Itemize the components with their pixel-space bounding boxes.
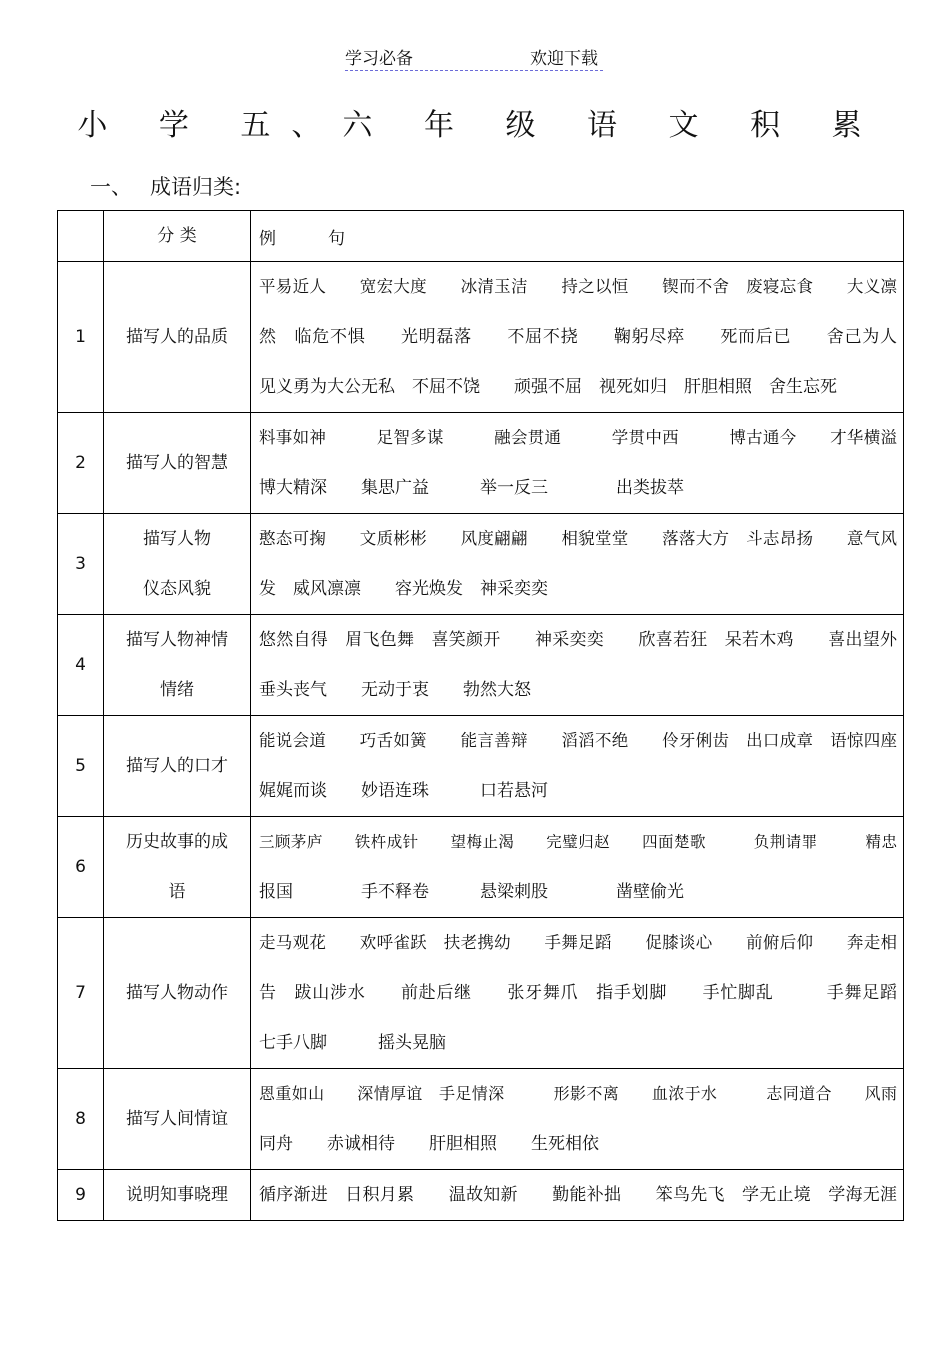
example-line: 同舟 赤诚相待 肝胆相照 生死相依 [259, 1134, 599, 1154]
header-index-cell [58, 211, 104, 262]
row-examples [251, 716, 904, 817]
section-heading [90, 173, 241, 201]
table-row [58, 514, 904, 615]
row-examples [251, 1069, 904, 1170]
section-label: 成语归类: [150, 175, 242, 199]
example-line: 循序渐进 日积月累 温故知新 勤能补拙 笨鸟先飞 学无止境 学海无涯 [259, 1185, 897, 1205]
category-line: 语 [168, 882, 186, 902]
page-title: 小 学 五、六 年 级 语 文 积 累 [77, 108, 883, 143]
header-right-text: 欢迎下载 [530, 49, 598, 69]
header-category-cell [104, 211, 251, 262]
category-line: 描写人物 [143, 529, 211, 549]
category-line: 描写人的智慧 [126, 453, 228, 473]
example-line: 发 威风凛凛 容光焕发 神采奕奕 [259, 579, 548, 599]
example-line: 能说会道 巧舌如簧 能言善辩 滔滔不绝 伶牙俐齿 出口成章 语惊四座 [259, 731, 897, 750]
row-index: 3 [58, 514, 104, 615]
table-row [58, 1069, 904, 1170]
table-row [58, 413, 904, 514]
table-header-row [58, 211, 904, 262]
category-line: 仪态风貌 [143, 579, 211, 599]
example-line: 料事如神 足智多谋 融会贯通 学贯中西 博古通今 才华横溢 [259, 428, 897, 447]
example-line: 垂头丧气 无动于衷 勃然大怒 [259, 680, 531, 700]
row-examples [251, 262, 904, 413]
category-line: 说明知事晓理 [126, 1185, 228, 1205]
header-example-cell [251, 211, 904, 262]
row-examples [251, 918, 904, 1069]
example-line: 博大精深 集思广益 举一反三 出类拔萃 [259, 478, 684, 498]
row-category [104, 514, 251, 615]
header-example-label-a: 例 [259, 228, 276, 249]
table-row [58, 615, 904, 716]
row-category [104, 262, 251, 413]
row-category [104, 918, 251, 1069]
header-category-label: 分 类 [157, 226, 197, 246]
row-category [104, 1170, 251, 1221]
category-line: 描写人物动作 [126, 983, 228, 1003]
header-dashed-line [345, 70, 603, 71]
category-line: 描写人物神情 [126, 630, 228, 650]
row-index: 7 [58, 918, 104, 1069]
example-line: 娓娓而谈 妙语连珠 口若悬河 [259, 781, 548, 801]
category-line: 历史故事的成 [126, 832, 228, 852]
example-line: 告 跋山涉水 前赴后继 张牙舞爪 指手划脚 手忙脚乱 手舞足蹈 [259, 983, 897, 1003]
example-line: 然 临危不惧 光明磊落 不屈不挠 鞠躬尽瘁 死而后已 舍己为人 [259, 327, 897, 347]
row-category [104, 1069, 251, 1170]
table-row [58, 716, 904, 817]
row-index: 5 [58, 716, 104, 817]
row-examples [251, 514, 904, 615]
row-category [104, 716, 251, 817]
example-line: 悠然自得 眉飞色舞 喜笑颜开 神采奕奕 欣喜若狂 呆若木鸡 喜出望外 [259, 630, 897, 650]
example-line: 三顾茅庐 铁杵成针 望梅止渴 完璧归赵 四面楚歌 负荆请罪 精忠 [259, 833, 897, 851]
example-line: 见义勇为大公无私 不屈不饶 顽强不屈 视死如归 肝胆相照 舍生忘死 [259, 377, 837, 397]
row-index: 1 [58, 262, 104, 413]
table-row [58, 262, 904, 413]
example-line: 平易近人 宽宏大度 冰清玉洁 持之以恒 锲而不舍 废寝忘食 大义凛 [259, 277, 897, 296]
row-index: 9 [58, 1170, 104, 1221]
row-examples [251, 817, 904, 918]
category-line: 描写人的品质 [126, 327, 228, 347]
row-examples [251, 615, 904, 716]
row-index: 4 [58, 615, 104, 716]
row-examples [251, 1170, 904, 1221]
example-line: 走马观花 欢呼雀跃 扶老携幼 手舞足蹈 促膝谈心 前俯后仰 奔走相 [259, 933, 897, 952]
table-row [58, 817, 904, 918]
row-category [104, 817, 251, 918]
example-line: 报国 手不释卷 悬梁刺股 凿壁偷光 [259, 882, 684, 902]
table-row [58, 1170, 904, 1221]
section-number: 一、 [90, 175, 132, 199]
table-row [58, 918, 904, 1069]
row-examples [251, 413, 904, 514]
row-index: 8 [58, 1069, 104, 1170]
example-line: 憨态可掬 文质彬彬 风度翩翩 相貌堂堂 落落大方 斗志昂扬 意气风 [259, 529, 897, 548]
category-line: 描写人的口才 [126, 756, 228, 776]
example-line: 七手八脚 摇头晃脑 [259, 1033, 446, 1053]
row-index: 6 [58, 817, 104, 918]
row-index: 2 [58, 413, 104, 514]
row-category [104, 615, 251, 716]
header-example-label-b: 句 [328, 228, 345, 249]
row-category [104, 413, 251, 514]
idiom-table [57, 210, 904, 1221]
header-left-text: 学习必备 [345, 49, 413, 69]
category-line: 描写人间情谊 [126, 1109, 228, 1129]
example-line: 恩重如山 深情厚谊 手足情深 形影不离 血浓于水 志同道合 风雨 [259, 1084, 897, 1103]
category-line: 情绪 [160, 680, 194, 700]
